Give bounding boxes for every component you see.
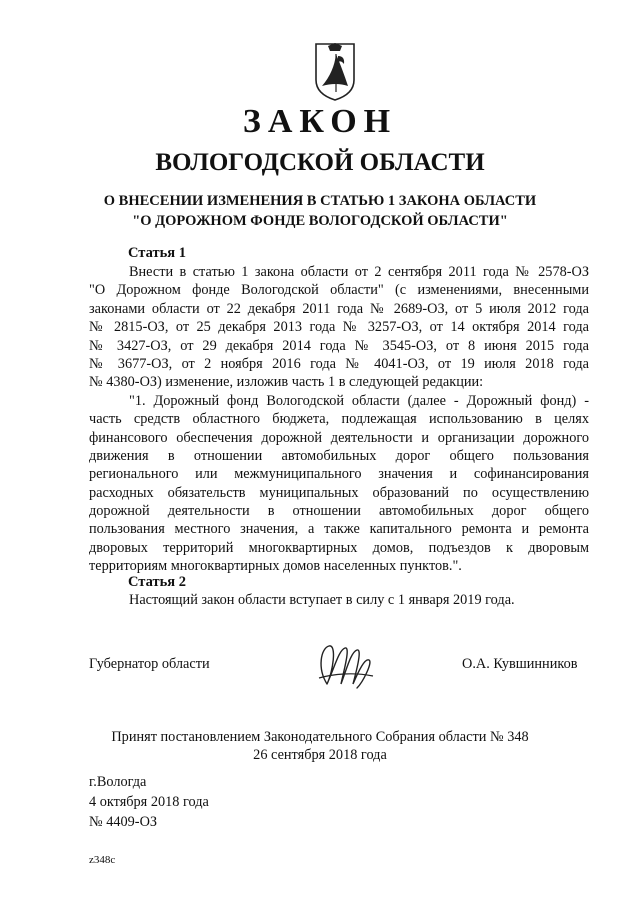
signatory-name: О.А. Кувшинников (462, 656, 578, 672)
handwritten-signature-icon (313, 638, 377, 694)
law-number: № 4409-ОЗ (89, 814, 158, 830)
text-line: "О Дорожном фонде Вологодской области" (с изменениями, внесенными (89, 282, 589, 299)
law-subtitle (0, 191, 640, 231)
text-line: дворовых территорий многоквартирных домов, подъездов к дворовым (89, 539, 589, 556)
place: г.Вологда (89, 774, 147, 790)
region-title: ВОЛОГОДСКОЙ ОБЛАСТИ (155, 149, 485, 176)
text-line: часть средств областного бюджета, подлежащая использованию в целях (89, 411, 589, 428)
text-line: пользования местного значения, а также капитального ремонта и ремонта (89, 521, 589, 538)
signing-date: 4 октября 2018 года (89, 794, 209, 810)
law-title: ЗАКОН (242, 103, 398, 140)
text-line: регионального или межмуниципального значения и софинансирования (89, 466, 589, 483)
text-line: территориям многоквартирных домов населенных пунктов.". (89, 558, 462, 575)
text-line: движения в отношении автомобильных дорог общего пользования (89, 447, 589, 464)
coat-of-arms-icon (314, 42, 356, 102)
text-line: "1. Дорожный фонд Вологодской области (далее - Дорожный фонд) - (129, 392, 589, 409)
place-date-number (89, 772, 209, 832)
text-line: № 4380-ОЗ) изменение, изложив часть 1 в следующей редакции: (89, 374, 484, 391)
adoption-date: 26 сентября 2018 года (253, 747, 387, 764)
text-line: законами области от 22 декабря 2011 года № 2689-ОЗ, от 5 июля 2012 года (89, 300, 589, 317)
adoption-line: Принят постановлением Законодательного Собрания области № 348 (111, 729, 529, 745)
signatory-position: Губернатор области (89, 656, 210, 672)
article1-title: Статья 1 (128, 245, 186, 261)
article1-body (89, 263, 589, 576)
subtitle-line: "О ДОРОЖНОМ ФОНДЕ ВОЛОГОДСКОЙ ОБЛАСТИ" (132, 213, 508, 229)
text-line: расходных обязательств муниципальных образований по осуществлению (89, 484, 589, 501)
text-line: дорожной деятельности в отношении автомобильных дорог общего (89, 503, 589, 520)
subtitle-line: О ВНЕСЕНИИ ИЗМЕНЕНИЯ В СТАТЬЮ 1 ЗАКОНА ОБЛАСТИ (103, 193, 537, 209)
text-line: № 3427-ОЗ, от 29 декабря 2014 года № 3545-ОЗ, от 8 июня 2015 года (89, 337, 589, 354)
text-line: № 2815-ОЗ, от 25 декабря 2013 года № 3257-ОЗ, от 14 октября 2014 года (89, 319, 589, 336)
text-line: финансового обеспечения дорожной деятельности и организации дорожного (89, 429, 589, 446)
article2-title: Статья 2 (128, 574, 186, 590)
text-line: № 3677-ОЗ, от 2 ноября 2016 года № 4041-ОЗ, от 19 июля 2018 года (89, 355, 589, 372)
document-code: z348c (89, 854, 116, 866)
adoption-note (0, 728, 640, 765)
article2-body: Настоящий закон области вступает в силу с 1 января 2019 года. (129, 592, 515, 608)
text-line: Внести в статью 1 закона области от 2 сентября 2011 года № 2578-ОЗ (129, 264, 589, 280)
